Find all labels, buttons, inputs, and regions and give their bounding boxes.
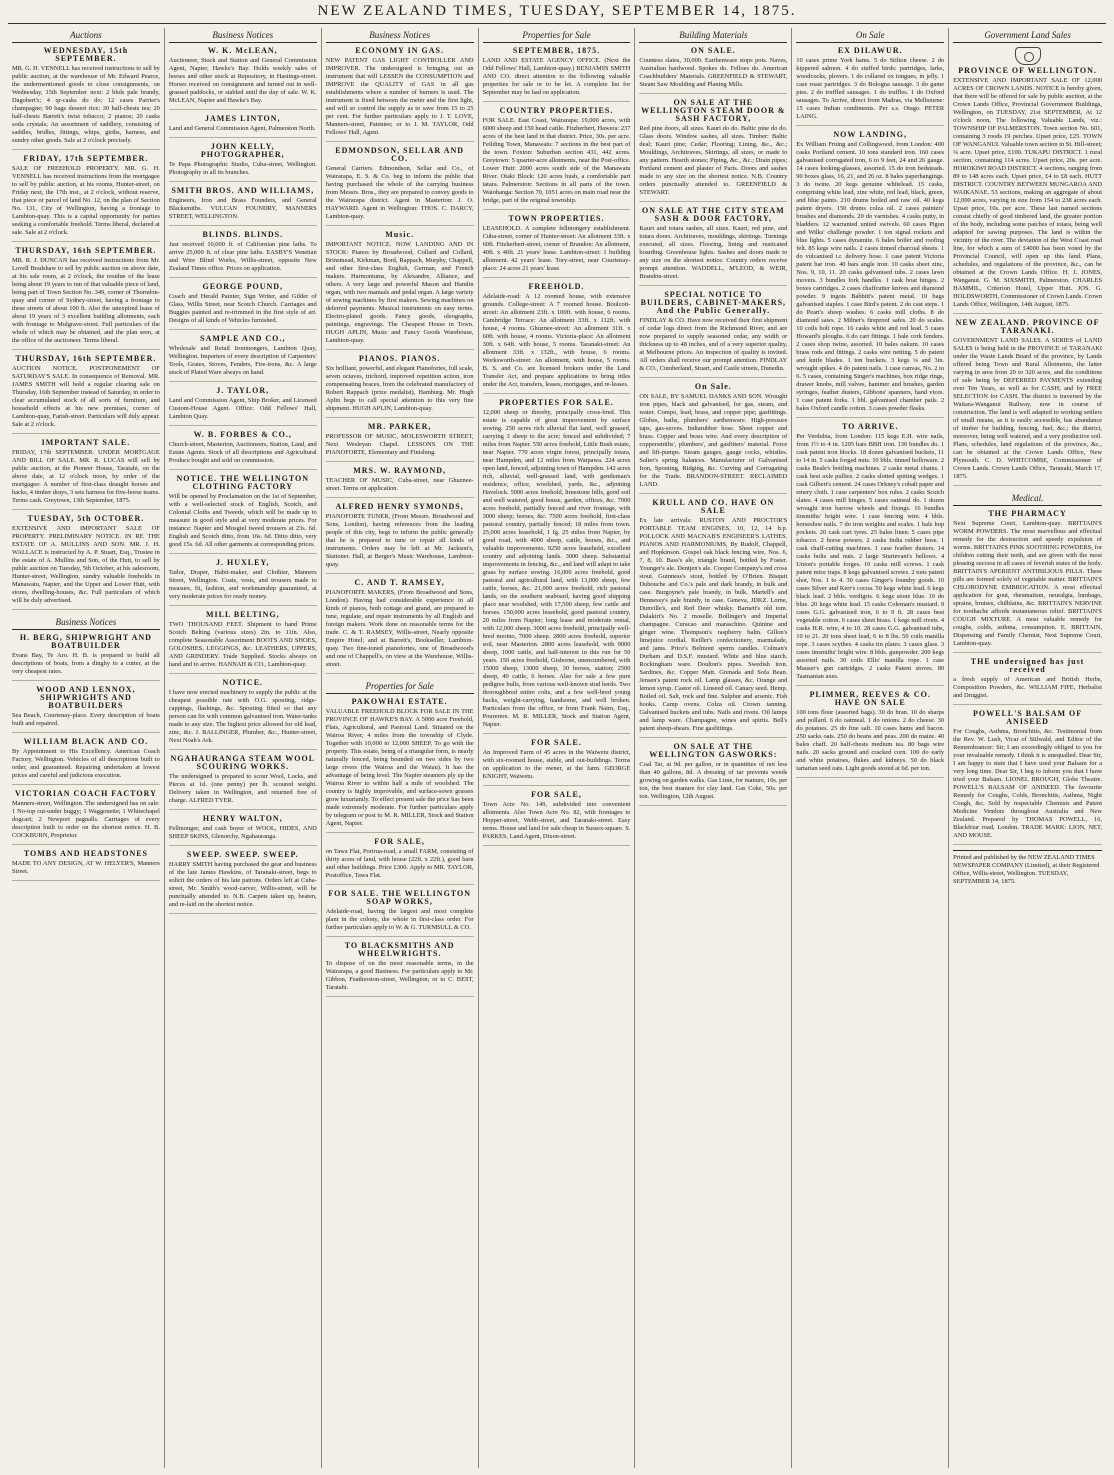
ad-heading: FOR SALE. THE WELLINGTON SOAP WORKS, <box>328 889 471 906</box>
advertisement <box>953 510 1102 653</box>
ad-heading: WILLIAM BLACK AND CO. <box>23 737 149 746</box>
ad-body: LEASEHOLD. A complete fellmongery establishment. Cuba-street, corner of Hunter-street: An allotment 33ft. x 60ft. Fitzherbert-street, corner of Brandon: An allotment, 40ft. x 40ft. 21 years' lease. Lambton-street: 1 building allotment. 42 years' lease. Tory-street, near Courtenay-place: 24 acres 21 years' lease. <box>482 225 631 272</box>
advertisement <box>169 283 317 330</box>
advertisement <box>796 47 944 126</box>
advertisement <box>483 215 631 278</box>
ad-body: TEACHER OF MUSIC, Cuba-street, near Ghuznee-street. Terms on application. <box>325 477 474 492</box>
advertisement <box>12 634 160 681</box>
ad-heading: ON SALE AT THE WELLINGTON GASWORKS: <box>649 742 778 759</box>
ad-heading: ON SALE AT THE CITY STEAM SASH & DOOR FACTORY, <box>641 206 785 223</box>
advertisement <box>12 515 160 610</box>
ad-heading: FOR SALE. <box>531 738 582 747</box>
advertisement <box>326 423 474 462</box>
advertisement <box>953 67 1102 314</box>
ad-body: Ex late arrivals: RUSTON AND PROCTOR'S PORTABLE TEAM ENGINES, 10, 12, 14 h.p. POLLOCK AND MACNAB'S ENGINEER'S LATHES. PIANOS AND HARMONIUMS, By Rudolf, Chappell, and Hopkinson. Gospel oak black fencing wire, Nos. 6, 7, 8, 10. Bass's ale, triangle brand, bottled by Foster. Younger's ale. Dentjen's ale. Cooper Company's red cross stout. Guinness's stout, bottled by O'Brien. Bisquit Dubouche and Co.'s pale and dark brandy, in bulk and case. Burgoyne's pale brandy, in bulk. Martell's and Hennessy's pale brandy, in case. Geneva, JDKZ. Lorne, Dunville's, and Red Deer whisky. Barnett's old tom. Dalakirt's No. 2 moselle. Bollinger's and Imperial champagne. Curacao and maraschino. Quinine and ginger wine. Thompson's raspberry balm. Gillon's limejuice cordial. Keiller's confectionery, marmalade, and jams. Price's Belmont sperm candles. Colman's Durham and D.S.F. mustard. White and blue starch. Rockingham ware. Doulton's pipes. Swedish iron. Sardines, &c. Copper Matt. Grenada and Sofa Bean. Jensen's patent rock oil. Lamp glasses, &c. Orange and lemon syrup. Castor oil. Linseed oil. Canary seed. Hemp. Boiled oil. Salt, rock and fine. Sulphur and arsenic. Fish hooks. Camp ovens. Colza oil. Crown tanning. Galvanised buckets and tubs. Nails and rivets. Oil lamps and lamp ware. Champagne, wines and spirits. Bell's patent sheep-shears. Fine gasfittings. <box>639 517 788 732</box>
ad-body: SALE OF FREEHOLD PROPERTY. MR. G. H. VENNELL has received instructions from the mortgagee to sell by public auction, at his rooms, Hunter-street, on Friday next, the 17th inst., at 2 o'clock, without reserve, that piece or parcel of land No. 12, on the plan of Section No. 131, City of Wellington, having a frontage to Lambton-quay. This is a capital opportunity for parties seeking a comfortable freehold. Terms liberal, declared at sale. Sale at 2 o'clock. <box>12 165 160 236</box>
ad-heading: C. AND T. RAMSEY, <box>354 578 445 587</box>
column-heading: Business Notices <box>326 28 474 43</box>
ad-heading: FRIDAY, 17th SEPTEMBER. <box>23 154 149 163</box>
ad-heading: H. BERG, SHIPWRIGHT AND BOATBUILDER <box>19 633 152 650</box>
ad-body: VALUABLE FREEHOLD BLOCK FOR SALE IN THE PROVINCE OF HAWKE'S BAY. A 5000 acre Freehold, Flats, Agricultural, and Pastoral Land. Situated on the Wairoa River, 4 miles from the township of Clyde. Together with 10,000 to 12,000 SHEEP, To go with the property. This estate, being of a triangular form, is nearly naturally fenced, being bounded on two sides by two large rivers (the Wairoa and the Waiau). It has the advantage of being level. The Napier steamers ply up the Wairoa River to within half a mile of woolshed. The country is highly improvable, and surface-sown grasses grow luxuriantly. To effect present sale the price has been made extremely moderate. For further particulars apply by telegram or post to M. R. MILLER, Stock and Station Agent, Napier. <box>325 708 474 827</box>
ad-heading: THURSDAY, 16th SEPTEMBER. <box>15 246 157 255</box>
ad-heading: EDMONDSON, SELLAR AND CO. <box>335 146 465 163</box>
printer-imprint: Printed and published by the NEW ZEALAND TIMES NEWSPAPER COMPANY (Limited), at their Registered Office, Willis-street, Wellington. TUESDAY, SEPTEMBER 14, 1875. <box>953 850 1102 886</box>
advertisement <box>169 387 317 426</box>
advertisement <box>169 851 317 914</box>
ad-body: Six brilliant, powerful, and elegant Pianofortes, full scale, seven octaves, trichord, improved repetition action, iron compensating braces, from the celebrated manufactory of Robert Rappach (prize medalist), Hamburg. Mr. Hugh Aplin begs to call special attention to this very fine shipment. HUGH APLIN, Lambton-quay. <box>325 365 474 412</box>
ad-body: 12,000 sheep or thereby, principally cross-bred. This estate is capable of great improvement by surface sowing. 250 acres rich alluvial flat land, well grassed, carrying 3 sheep to the acre; fenced and subdivided; 7 miles from Napier. 550 acres freehold, Little Bush estate, near Napier. 770 acres virgin forest, principally totara, near Hampden, and 12 miles from Waipawa. 224 acres open land, fenced, adjoining town of Hampden. 142 acres rich, alluvial, well-grassed land, with gentleman's residence, office, woolshed, yards, &c., adjoining Havelock. 5000 acres freehold, limestone hills, good soil and well watered, good house, garden, offices, &c. 7000 acres freehold, partially fenced and river frontage, with 3000 sheep; horses, &c. 7500 acres freehold, first-class pastoral country, partially fenced; 18 miles from town. 25,000 acres leasehold, 1 fg. 25 miles from Napier, by good road, with 4000 sheep, cattle, horses, &c., and valuable improvements. 9250 acres leasehold, excellent country and adjoining lands. 3000 sheep. Substantial improvements in fencing, &c., and land will adapt to take grass by surface sowing. 16,000 acres freehold, good pastoral and agricultural land, with 13,000 sheep, few cattle, horses, &c. 21,000 acres freehold, rich pastoral lands, on the southern seaboard, having good shipping place near woolshed, with 17,500 sheep, few cattle and horses. 150,000 acres leasehold, good pastoral country, 20 miles from Napier; long lease and moderate rental, with 12,000 sheep. 3000 acres freehold, principally well-bred merino, 7000 sheep. 2800 acres freehold, superior soil, near Masterton. 2800 acres leasehold, with 9000 sheep, 1000 cattle, and half-interest in this run for 50 years. 150 acres freehold, Gisborne, unencumbered, with 15000 sheep, 13000 sheep, 30 horses, station; 2500 sheep, 40 cattle, 6 horses. Also for sale a few pure pedigree bulls, from various well-known stud herds. Two thoroughbred entire colts, and a few well-bred young hacks, weight-carrying, handsome, and well broken. Particulars from the office, or from Frank Nairn, Esq., Pourerere. M. R. MILLER, Stock and Station Agent, Napier. <box>482 409 631 728</box>
section-subheading: Medical. <box>953 491 1102 506</box>
advertisement <box>12 850 160 881</box>
ad-heading: NOW LANDING, <box>833 130 908 139</box>
ad-body: Next Supreme Court, Lambton-quay. BRITTAIN'S WORM POWDERS. The most marvellous and effectual remedy for the destruction and speedy expulsion of worms. BRITTAIN'S PINK SOOTHING POWDERS, for children cutting their teeth, and are given with the most pleasing success in all cases of feverish states of the body. BRITTAIN'S APERIENT ANTIBILIOUS PILLS. These pills are formed solely of vegetable matter. BRITTAIN'S CHLORODYNE EMBROCATION. A most effectual application for gout, rheumatism, neuralgia, lumbago, sprains, bruises, chilblains, &c. BRITTAIN'S NERVINE for toothache affords instantaneous relief. BRITTAIN'S COUGH MIXTURE. A most valuable remedy for coughs, colds, asthma, consumption. E. BRITTAIN, Dispensing and Family Chemist, Next Supreme Court, Lambton-quay. <box>953 520 1102 647</box>
ad-heading: EX DILAWUR. <box>837 46 903 55</box>
ad-body: Fellmonger, and cash buyer of WOOL, HIDES, AND SHEEP SKINS, Glenorchy, Ngahauranga. <box>168 825 317 840</box>
advertisement <box>326 147 474 226</box>
ad-body: EXTENSIVE AND IMPORTANT SALE OF PROPERTY. PRELIMINARY NOTICE. IN RE THE ESTATE OF A. MULLINS AND SON. MR. J. H. WALLACE is instructed by A. P. Stuart, Esq., Trustee in the estate of A. Mullins and Son, of the Hutt, to sell by public auction on Tuesday, 5th October, at his salesroom, Hunter-street, Wellington, sundry valuable freeholds in Manawatu, Napier, and the Upper and Lower Hutt, with stores, dwelling-houses, &c. Full particulars of which will be duly advertised. <box>12 525 160 604</box>
masthead <box>0 0 1114 24</box>
newspaper-title: NEW ZEALAND TIMES, TUESDAY, SEPTEMBER 14, 1875. <box>317 3 797 19</box>
ad-body: Te Papa Photographic Studio, Cuba-street, Wellington. Photography in all its branches. <box>168 161 317 176</box>
ad-body: HARRY SMITH having purchased the gear and business of the late James Hawkins, of Taranaki-street, begs to solicit the orders of his late patrons. Orders left at Cuba-street, Mr. Smith's wood-carver, Willis-street, will be punctually attended to. N.B. Carpets taken up, beaten, and re-laid on the shortest notice. <box>168 861 317 908</box>
ad-body: Coach and Herald Painter, Sign Writer, and Gilder of Glass, Willis Street, near Scotch Church. Carriages and Buggies painted and re-trimmed in the first style of art. Designs of all kinds of Vehicles furnished. <box>168 293 317 324</box>
advertisement <box>169 115 317 138</box>
province-crest-icon <box>1015 47 1041 65</box>
ad-body: EXTENSIVE AND IMPORTANT SALE OF 12,000 ACRES OF CROWN LANDS. NOTICE is hereby given, that there will be offered for sale by public auction, at the Crown Lands Office, Provincial Government Buildings, Wellington, on TUESDAY, 21st SEPTEMBER, At 12 o'clock noon, The following Valuable Lands, viz.: TOWNSHIP OF PALMERSTON. Town section No. 601, containing 3 roods 19 perches. Upset price, £25. TOWN OF WANGANUI. Valuable town section in St. Hill-street; ¼ acre. Upset price, £100. TUKAPU DISTRICT. 1 rural section, containing 114 acres. Upset price, 20s. per acre. HOROKIWI ROAD DISTRICT. 4 sections, ranging from 89 to 148 acres each. Upset price, £4 to £8 each. HUTT DISTRICT. COUNTRY BETWEEN MUNGAROA AND WAIKANAE. 53 sections, making an aggregate of about 12,000 acres, varying in size from 154 to 238 acres each. Upset price, 10s. per acre. These last named sections consist chiefly of good timbered land, the greater portion of the body, including some patches of totara, being well adapted for sawing purposes. The land is within the vicinity of the river. The deviation of the West Coast road line, for which a sum of £4000 has been voted by the Provincial Council, will open up this land. Plans, schedules, and regulations of the province, &c., can be obtained at the Crown Lands Office. H. J. JONES, Wanganui. G. M. SIXSMITH, Palmerston. CHARLES HAMMIL, Criterion Hotel, Upper Hutt. JOS. G. HOLDSWORTH, Commissioner of Crown Lands. Crown Lands Office, Wellington, 14th August, 1875. <box>953 77 1102 308</box>
column-heading: Auctions <box>12 28 160 43</box>
advertisement <box>639 499 787 738</box>
ad-body: Adelaide-road: A 12 roomed house, with extensive grounds. College-street: A 7 roomed house. Boulcott-street: An allotment 23ft. x 100ft. with house, 6 rooms. Cambridge Terrace: An allotment 33ft. x 112ft. with house, 4 rooms. Ghuznee-street: An allotment 31ft. x 60ft. with house, 4 rooms. Victoria-place: An allotment 30ft. x 64ft. with house, 5 rooms. Taranaki-street: An allotment 33ft. x 132ft., with house, 6 rooms. Worksworth-street: An allotment, with house, 5 rooms. B. S. and Co. are licensed brokers under the Land Transfer Act, and prepare applications to bring titles under the Act, transfers, leases, mortgages, and re-leases. <box>482 293 631 388</box>
ad-heading: NGAHAURANGA STEAM WOOL SCOURING WORKS. <box>170 754 316 771</box>
advertisement <box>483 791 631 846</box>
column-heading: Business Notices <box>169 28 317 43</box>
ad-body: 100 tons flour (assorted bags). 30 do bran. 10 do sharps and pollard. 6 do oatmeal. 1 do onions. 2 do cheese. 30 do potatoes. 25 do fine salt. 10 cases hams and bacon. 250 sacks oats. 250 do beans and peas. 200 do maize. 40 bales chaff. 20 half-chests medium tea. 80 bags wire nails. 20 sacks ground and cracked corn. 100 do early and white potatoes, flukes and kidneys. 50 do black tartarian seed oats. Light goods stored at 6d. per ton. <box>796 709 945 772</box>
ad-heading: NOTICE. THE WELLINGTON CLOTHING FACTORY <box>176 474 310 491</box>
ad-heading: TO BLACKSMITHS AND WHEELWRIGHTS. <box>344 941 455 958</box>
ad-body: General Carriers. Edmondson, Sellar and Co., of Wairarapa, E. S. & Co. beg to inform the public that having purchased the whole of the carrying business from Messrs. Bros., they are prepared to convey goods to the Wairarapa district. Agent in Masterton: J. O. HAYWARD. Agent in Wellington: THOS. C. DARCY, Lambton-quay. <box>325 165 474 220</box>
advertisement <box>12 790 160 845</box>
ad-body: The undersigned is prepared to scour Wool, Locks, and Pieces at 1d. (one penny) per lb. scoured weight. Delivery taken in Wellington, and returned free of charge. ALFRED TYER. <box>168 773 317 804</box>
advertisement <box>326 503 474 574</box>
ad-heading: Music. <box>385 230 415 239</box>
column-5 <box>635 28 792 1468</box>
ad-body: I have now erected machinery to supply the public at the cheapest possible rate with O.G. spouting, ridge-cappings, flashings, &c. Spouting fitted so that any person can fix with common galvanised iron. Water-tanks made to any size. The highest price allowed for old lead, zinc, &c. J. BALLINGER, Plumber, &c., Hunter-street, Next Noah's Ark. <box>168 689 317 744</box>
ad-heading: ON SALE. <box>690 46 736 55</box>
advertisement <box>12 247 160 350</box>
advertisement <box>639 743 787 806</box>
ad-body: To dispose of on the most reasonable terms, in the Wairarapa, a good Business. For particulars apply to Mr. Gibbon, Featherston-street, Wellington; or to C. BEST, Taratahi. <box>325 960 474 991</box>
ad-heading: JAMES LINTON, <box>205 114 281 123</box>
ad-heading: SEPTEMBER, 1875. <box>512 46 601 55</box>
ad-body: ON SALE, BY SAMUEL DANKS AND SON. Wrought iron pipes, black and galvanised, for gas, steam, and water. Compo, lead, brass, and copper pipe; gasfittings. Globes, baths, plumbers' earthenware. High-pressure taps, gas-stoves. Indiarubber hose. Sheet copper and brass. Copper and brass wire. And every description of coppersmiths', plumbers', and gasfitters' material. Force and lift-pumps. Steam gauges, gauge cocks, whistles. Salter's spring balances. Manufacturer of Galvanised Iron, Spouting, Ridging, &c. Curving and Corrugating for the Trade. BRANDON-STREET. RECLAIMED LAND. <box>639 393 788 488</box>
ad-heading: THE undersigned has just received <box>970 657 1085 674</box>
ad-heading: TUESDAY, 5th OCTOBER. <box>27 514 145 523</box>
advertisement <box>326 47 474 142</box>
advertisement <box>796 691 944 778</box>
advertisement <box>639 383 787 494</box>
ad-heading: MR. PARKER, <box>367 422 432 431</box>
ad-heading: NEW ZEALAND. PROVINCE OF TARANAKI. <box>955 318 1100 335</box>
column-heading: Properties for Sale <box>483 28 631 43</box>
ad-heading: BLINDS. BLINDS. <box>202 230 284 239</box>
ad-body: Manners-street, Wellington. The undersigned has on sale: 1 No-top cut-under buggy; 1 Waggonette; 1 Whitechapel dogcart; 2 Newport pagnalls. Carriages of every description built to order on the shortest notice. H. B. COCKBURN, Proprietor. <box>12 800 160 839</box>
ad-body: Red pine doors, all sizes. Kauri do do. Baltic pine do do. Glass doors. Window sashes, all sizes. Timber: Baltic deal; Kauri pine; Cedar; Flooring; Lining, &c., &c.; Mouldings, Architraves, Skirtings, all sizes, or made to any pattern. Hearth stones; Piping, &c., &c.; Drain pipes; Portland cement and plaster of Paris. Doors and sashes made to any size on the shortest notice. N.B. Country orders punctually attended to. GREENFIELD & STEWART. <box>639 125 788 196</box>
advertisement <box>169 187 317 226</box>
advertisement <box>326 355 474 418</box>
ad-heading: NOTICE. <box>222 678 264 687</box>
advertisement <box>169 231 317 278</box>
ad-body: An Improved Farm of 45 acres in the Waiwetu district, with six-roomed house, stable, and out-buildings. Terms on application to the owner, at the farm. GEORGE KNIGHT, Waiwetu. <box>482 749 631 780</box>
advertisement <box>483 47 631 102</box>
column-heading: Government Land Sales <box>953 28 1102 43</box>
advertisement <box>12 686 160 733</box>
ad-body: Land and General Commission Agent, Palmerston North. <box>168 125 316 132</box>
ad-body: GOVERNMENT LAND SALES. A SERIES of LAND SALES is being held in the PROVINCE of TARANAKI under the Waste Lands Board of the province, by Lands offered being Town and Rural Allotments, the latter varying in area from 20 to 320 acres, and the conditions of sale being by DEFERRED PAYMENTS extending over Ten Years, as well as for CASH; and by FREE SELECTION for CASH. The district is traversed by the Waitara-Wanganui Railway, now in course of construction. The land is well adapted to working settlers of small means, as it is easily accessible, has abundance of timber for building, fencing, fuel, &c.; the district, moreover, being well watered, and a very productive soil. Plans, schedules, land regulations of the province, &c., can be obtained at the Crown Lands Office, New Plymouth. C. D. WHITCOMBE, Commissioner of Crown Lands. Crown Lands Office, Taranaki, March 17, 1875. <box>953 337 1102 480</box>
ad-heading: FOR SALE, <box>374 837 426 846</box>
ad-heading: SWEEP. SWEEP. SWEEP. <box>186 850 299 859</box>
ad-body: Countess slates, 30,000. Earthenware stops pots. Naves, Australian hardwood. Spokes do. Felloes do. American Coachbuilders' Materials. GREENFIELD & STEWART, Steam Saw Moulding and Planing Mills. <box>639 57 788 88</box>
advertisement <box>483 739 631 786</box>
ad-body: Per Verdubia, from London: 115 kegs E.H. wire nails, from 1½ to 4 in. 1205 bars BBH iron. 130 bundles do. 1 cask patent iron blocks. 18 dozen galvanised buckets, 11 to 14 in. 5 casks forged nuts. 10 bbls. tinned holloware. 2 casks Beale's bottling machines. 2 casks metal chains. 1 cask best axle pullies. 2 casks slotted spitting wedges. 1 cask Gilbert's cement. 24 cases Orkney's cobalt paper and emery cloth. 1 case carpenters' box rules. 2 casks Scotch slates. 4 cases mill hinges. 5 cases oatmeal do. 1 dozen wrought iron barrow wheels and fixings. 16 bundles tinsmiths' bright wire. 1 case fencing wire. 4 bbls. horseshoe nails. 7 do iron weights and scales. 1 bale hop pockets. 20 cask cart tyres. 25 bales linen. 5 cases pipe tobacco. 2 horse powers. 2 casks India rubber hose. 1 cask chaff-cutting machines. 1 case feather dusters. 14 casks bolts and nuts. 2 large Sturtevant's bellows. 4 Union's portable forges. 10 casks mill screws. 1 cask patent mice traps. 8 kegs galvanised screws. 2 tons patent shot, Nos. 1 to 4. 30 cases Ginger's foundry goods. 10 cases Silver and Kerr's cocoa. 50 kegs white lead. 6 kegs black lead. 2 bbls. verdigris. 6 kegs stone blue. 10 do blue. 20 kegs white lead. 15 casks Coleman's mustard. 9 cases G.G. galvanised iron, 6 to 9 ft. 28 cases best vegetable cotton. 6 cases sheet brass. 1 kegs mill rivets. 4 casks H.R. wire, 4 to 10. 28 cases G.G. galvanised tubs, 10 to 21. 20 tons sheet lead, 6 to 8 lbs. 50 coils manilla rope. 3 cases scythes. 4 casks tin plates. 3 cases glass. 3 cases tinsmiths' bright wire. 8 bbls. gunpowder. 200 kegs assorted nails. 30 coils Ellis' manilla rope. 1 case Mauser's gun cartridges. 2 casks Patent stoves. 80 Tasmanian axes. <box>796 433 945 680</box>
ad-body: 10 cases prime York hams. 5 do Stilton cheese. 2 do kippered salmon. 4 do stuffed birds: partridges, larks, woodcocks, plovers. 1 do collared ox tongues, in jelly. 1 case roast partridges. 3 do Bologna sausage. 3 do game pies. 2 do truffled sausages. 1 do truffles. 1 do Oxford sausages. To Arrive, direct from Madras, via Melbourne: 15 cases Indian condiments. Per s.s. Otago. PETER LAING. <box>796 57 945 120</box>
ad-body: TWO THOUSAND FEET. Shipment to hand Prime Scotch Belting (various sizes) 2in. to 11in. Also, complete Seasonable Assortment BOOTS AND SHOES, GOLOSHES, LEGGINGS, &c. LEATHERS, UPPERS, AND GRINDERY. Trade Supplied. Stocks always on hand and to arrive. HANNAH & CO., Lambton-quay. <box>168 621 317 668</box>
ad-heading: THE PHARMACY <box>988 509 1067 518</box>
ad-body: Wholesale and Retail Ironmongers, Lambton Quay, Wellington. Importers of every description of Carpenters' Tools, Grates, Stoves, Fenders, Fire-irons, &c. A large stock of Plated Ware always on hand. <box>168 345 317 376</box>
ad-heading: ECONOMY IN GAS. <box>355 46 444 55</box>
ad-heading: KRULL AND CO. HAVE ON SALE <box>652 498 775 515</box>
column-7 <box>949 28 1106 1468</box>
ad-body: Will be opened by Proclamation on the 1st of September, with a well-selected stock of English, Scotch, and Colonial Cloths and Tweeds, which will be made up to measure in good style and at very moderate prices. For instance: Napier and Mosgiel tweed trousers at 23s. 6d. English and Scotch ditto, from 16s. 6d. Ditto ditto, very good 15s. 6d. All other garments at corresponding prices. <box>168 493 317 548</box>
ad-body: FOR SALE. East Coast, Wairarapa: 19,000 acres, with 6000 sheep and 150 head cattle. Fitzherbert, Hawera: 237 acres of the best land in that district. Price, 30s. per acre. Feilding Town, Manawatu: 7 sections in the best part of the town. Foxton: Suburban section 431, 442 acres. Greytown: 5 quarter-acre allotments, near the Post-office. Lower Hutt: 2000 acres south side of the Manawatu River. Otaki Block: 120 acres bush, a comfortable part tatara. Palmerston: Sections in all parts of the town. Waiohanga: Section 70, 1051 acres on main road near the bridge, part of the original township. <box>482 117 631 204</box>
ad-heading: SPECIAL NOTICE TO BUILDERS, CABINET-MAKERS, And the Public Generally. <box>640 290 787 315</box>
ad-body: MR. G. H. VENNELL has received instructions to sell by public auction, at the warehouse of Mr. Edward Pearce, the undermentioned goods to close consignments, on Wednesday, 15th September next: 2 bhds pale brandy, Dagobert's; 4 qr-casks do do; 12 cases Parrier's champagne; 90 bags dessert rice; 30 half-chests tea; 20 half-chests Barrett's twist tobacco; 2 pianos; 20 casks soda crystals; An assortment of saddlery, consisting of saddles, bridles, fittings, whips, girths, harness, and sundry other goods. Sale at 2 o'clock precisely. <box>12 65 160 144</box>
advertisement <box>169 143 317 182</box>
ad-heading: FREEHOLD. <box>528 282 585 291</box>
masthead-rule <box>8 23 1106 24</box>
advertisement <box>639 99 787 202</box>
newspaper-columns <box>8 28 1106 1468</box>
column-4 <box>479 28 636 1468</box>
column-heading: On Sale <box>796 28 944 43</box>
advertisement <box>326 890 474 937</box>
advertisement <box>639 47 787 94</box>
ad-heading: WEDNESDAY, 15th SEPTEMBER. <box>43 46 129 63</box>
ad-body: Kauri and totara sashes, all sizes. Kauri, red pine, and totara doors. Architraves, mouldings, skirtings. Turnings executed, all sizes. Flooring, lining and rusticated boarding. Greenhouse lights. Sashes and doors made to any size on the shortest notice. Country orders receive prompt attention. WADDELL, M'LEOD, & WEIR, Brandon-street. <box>639 225 788 280</box>
ad-body: Adelaide-road, having the largest and most complete plant in the colony, the whole in first-class order. For further particulars apply to W. & G. TURNBULL & CO. <box>325 908 474 931</box>
ad-heading: ON SALE AT THE WELLINGTON STEAM DOOR & SASH FACTORY, <box>641 98 786 123</box>
advertisement <box>169 755 317 810</box>
ad-heading: PROVINCE OF WELLINGTON. <box>958 66 1097 75</box>
advertisement <box>483 399 631 734</box>
ad-heading: MILL BELTING, <box>205 610 280 619</box>
advertisement <box>326 942 474 997</box>
ad-heading: TOMBS AND HEADSTONES <box>23 849 149 858</box>
advertisement <box>953 658 1102 705</box>
ad-body: MADE TO ANY DESIGN, AT W. HELYER'S, Manners Street. <box>12 860 160 875</box>
advertisement <box>169 335 317 382</box>
ad-body: Just received 10,000 ft. of Californian pine laths. To arrive 25,000 ft. of clear pine laths. EASBY'S Venetian and Wire Blind Works, Willis-street, opposite New Zealand Times office. Prices on application. <box>168 241 317 272</box>
ad-body: Auctioneer, Stock and Station and General Commission Agent, Napier, Hawke's Bay. Holds weekly sales of horses and other stock at Repository, in Hastings-street. Horses received on consignment and turned out in well-grassed paddocks, or stabled until the day of sale. W. K. McLEAN, Napier and Hawke's Bay. <box>168 57 317 104</box>
ad-body: IMPORTANT NOTICE. NOW LANDING AND IN STOCK: Pianos by Broadwood, Collard and Collard, Brinsmead, Kirkman, Bord, Rappach, Murphy, Chappell, and other first-class English, German, and French makers. Harmoniums, by Alexandre, Alliance, and others. A very large and powerful Mason and Hamlin organ, with two manuals and pedal organ. A large variety of sewing machines by first makers. Sewing machines on deferred payments. Musical instruments on easy terms. Electro-plated goods. Fancy goods, oleographs, paintings, engravings. The Cheapest House in Town. HUGH APLIN, Music and Fancy Goods Warehouse, Lambton-quay. <box>325 241 474 344</box>
advertisement <box>169 431 317 470</box>
ad-body: By Appointment to His Excellency. American Coach Factory, Wellington. Vehicles of all descriptions built to order, and guaranteed. Repairing undertaken at lowest prices and careful and judicious execution. <box>12 748 160 779</box>
advertisement <box>12 439 160 510</box>
ad-heading: HENRY WALTON, <box>202 814 283 823</box>
ad-heading: TOWN PROPERTIES. <box>508 214 605 223</box>
column-heading: Building Materials <box>639 28 787 43</box>
advertisement <box>326 579 474 674</box>
advertisement <box>169 559 317 606</box>
column-6 <box>792 28 949 1468</box>
ad-body: FINDLAY & CO. Have now received their first shipment of cedar logs direct from the Richmond River, and are now prepared to supply seasoned cedar, any width or thickness up to 48 inches, and of a very superior quality, at Melbourne prices. An inspection of quality is invited. All orders shall receive our prompt attention. FINDLAY & CO., Cumberland, Stuart, and Castle streets, Dunedin. <box>639 317 788 372</box>
ad-heading: MRS. W. RAYMOND, <box>353 466 447 475</box>
ad-body: MR. R. J. DUNCAN has received instructions from Mr. Lovell Bradshaw to sell by public auction on above date, at his sale room, at 2 o'clock, the residue of the lease being about 19 years to run of that valuable piece of land, being part of Town Section No. 349, corner of Thorndon-quay and corner of Sydney-street, having a frontage to these streets of about 100 ft. Also the unexpired lease of about 19 years of 3 excellent building allotments, each with frontage to Mulgrave-street. Full particulars of the whole of which may be obtained, and the plan seen, at the office of the auctioneer. Terms liberal. <box>12 257 160 344</box>
column-3 <box>322 28 479 1468</box>
ad-body: Land and Commission Agent, Ship Broker, and Licensed Custom-House Agent. Office: Odd Fellows' Hall, Lambton Quay. <box>168 397 317 420</box>
ad-heading: TO ARRIVE. <box>841 422 899 431</box>
ad-heading: J. TAYLOR, <box>216 386 270 395</box>
advertisement <box>169 611 317 674</box>
ad-heading: GEORGE POUND, <box>202 282 284 291</box>
column-2 <box>165 28 322 1468</box>
advertisement <box>483 283 631 394</box>
ad-heading: VICTORIAN COACH FACTORY <box>15 789 157 798</box>
ad-body: Coal Tar, at 9d. per gallon, or in quantities of not less than 40 gallons, 8d. A dressing of tar prevents weeds growing on garden walks. Gas Lime, for manure, 10s. per ton, the best manure for clay land. Gas Coke, 50s. per ton. Wellington, 12th August. <box>639 761 788 800</box>
ad-heading: PIANOS. PIANOS. <box>358 354 441 363</box>
ad-heading: ALFRED HENRY SYMONDS, <box>335 502 464 511</box>
ad-heading: W. K. McLEAN, <box>207 46 278 55</box>
section-subheading: Properties for Sale <box>326 679 474 694</box>
ad-body: Evans Bay, Te Aro. H. B. is prepared to build all descriptions of boats, from a dinghy to a cutter, at the very cheapest rates. <box>12 652 160 675</box>
ad-heading: PAKOWHAI ESTATE. <box>351 697 448 706</box>
ad-heading: THURSDAY, 16th SEPTEMBER. <box>15 354 157 363</box>
advertisement <box>639 207 787 286</box>
ad-heading: W. B. FORBES & CO., <box>193 430 292 439</box>
ad-heading: POWELL'S BALSAM OF ANISEED <box>973 709 1083 726</box>
ad-body: Town Acre No. 149, subdivided into convenient allotments. Also Town Acre No. 82, with frontages to Hopper-street, Webb-street, and Taranaki-street. Easy terms. House and land for sale cheap in Sussex-square. S. PARKES, Land Agent, Dixon-street. <box>482 801 631 840</box>
ad-heading: On Sale. <box>694 382 732 391</box>
advertisement <box>326 698 474 833</box>
ad-body: Church-street, Masterton, Auctioneers, Station, Land, and Estate Agents. Stock of all descriptions and Agricultural Produce bought and sold on commission. <box>168 441 317 464</box>
ad-body: Engineers, Iron and Brass Founders, and General Blacksmiths. VULCAN FOUNDRY, MANNERS STREET, WELLINGTON. <box>168 197 317 220</box>
advertisement <box>796 423 944 686</box>
advertisement <box>12 155 160 242</box>
advertisement <box>169 475 317 554</box>
ad-heading: PLIMMER, REEVES & CO. HAVE ON SALE <box>809 690 931 707</box>
advertisement <box>796 131 944 418</box>
ad-heading: IMPORTANT SALE. <box>41 438 131 447</box>
ad-heading: WOOD AND LENNOX, SHIPWRIGHTS AND BOATBUILDERS <box>36 685 136 710</box>
ad-body: LAND AND ESTATE AGENCY OFFICE. (Next the Odd Fellows' Hall, Lambton-quay.) BENJAMIN SMITH AND CO. direct attention to the following valuable properties for sale or to be let. A complete list for September may be had on application. <box>482 57 631 96</box>
ad-heading: PROPERTIES FOR SALE. <box>499 398 614 407</box>
ad-heading: COUNTRY PROPERTIES. <box>499 106 614 115</box>
ad-body: on Tawa Flat, Porirua-road, a small FARM, consisting of thirty acres of land, with house (22ft. x 22ft.), good barn and other buildings. Price £300. Apply to MR. TAYLOR, Postoffice, Tawa Flat. <box>325 848 474 879</box>
ad-body: AUCTION NOTICE. POSTPONEMENT OF SATURDAY'S SALE. In consequence of Removal. MR. JAMES SMITH will hold a regular clearing sale on Thursday, 16th September instead of Saturday, in order to clear accumulated stock of all sorts of furniture, and household effects at his new premises, corner of Lambton-quay, Farish-street. Particulars will duly appear. Sale at 2 o'clock. <box>12 365 160 428</box>
ad-body: a fresh supply of American and British Herbs, Composition Powders, &c. WILLIAM FIFE, Herbalist and Druggist. <box>953 676 1102 699</box>
ad-body: PROFESSOR OF MUSIC, MOLESWORTH STREET, Next Wesleyan Chapel. LESSONS ON THE PIANOFORTE, Elementary and Finishing. <box>325 433 474 456</box>
advertisement <box>169 815 317 846</box>
ad-heading: SAMPLE AND CO., <box>200 334 286 343</box>
ad-body: NEW PATENT GAS LIGHT CONTROLLER AND IMPROVER. The undersigned is bringing out an instrument that will LESSEN the CONSUMPTION and IMPROVE the QUALITY of GAS in all gas establishments where a number of burners is used. The instrument is fixed between the meter and the first light, and will so control the supply as to save from 15 to 25 per cent. For further particulars apply to J. T. LOVE, Manners-street, Patentee; or to J. M. TAYLOR, Odd Fellows' Hall, Agent. <box>325 57 474 136</box>
section-subheading: Business Notices <box>12 615 160 630</box>
ad-heading: J. HUXLEY, <box>216 558 270 567</box>
ad-heading: FOR SALE, <box>531 790 582 799</box>
ad-body: PIANOFORTE TUNER, (From Messrs. Broadwood and Sons, London), having references from the leading people of this city, begs to inform the public generally that he is prepared to tune or repair all kinds of instruments. Orders may be left at Mr. Jackson's, Stationer. Hall, at Berger's Music Warehouse, Lambton-quay. <box>325 513 474 568</box>
ad-heading: JOHN KELLY, PHOTOGRAPHER, <box>200 142 285 159</box>
ad-body: Sea Beach, Courtenay-place. Every description of boats built and repaired. <box>12 712 160 727</box>
advertisement <box>483 107 631 210</box>
advertisement <box>326 838 474 885</box>
advertisement <box>639 291 787 378</box>
advertisement <box>12 355 160 434</box>
advertisement <box>326 467 474 498</box>
ad-body: FRIDAY, 17th SEPTEMBER. UNDER MORTGAGE AND BILL OF SALE. MR. R. LUCAS will sell by public auction, at the Pioneer House, Taratahi, on the above date, at 12 o'clock noon, by order of the mortgagee: A number of first-class draught horses and hacks, 4 timber drays, 3 sets harness for five-horse teams. Terms cash. Greytown, 13th September, 1875. <box>12 449 160 504</box>
ad-body: For Coughs, Asthma, Bronchitis, &c. Testimonial from the Rev. W. Lush, Vicar of Stilwald, and Editor of the Remembrancer: Sir, I am exceedingly obliged to you for your invaluable remedy. I think it is unequalled. Dear Sir, I am happy to state that I have used your Balsam for a very long time. Dear Sir, I beg to inform you that I have tried your Balsam. LIONEL BROUGH, Globe Theatre. POWELL'S BALSAM OF ANISEED. The favourite Remedy for Coughs, Colds, Bronchitis, Asthma, Night Cough, &c. Sold by respectable Chemists and Patent Medicine Vendors throughout Australia and New Zealand. Prepared by THOMAS POWELL, 16, Blackfriar road, London. TRADE MARK: LION, NET, AND MOUSE. <box>953 728 1102 839</box>
column-1 <box>8 28 165 1468</box>
ad-body: Ex William Fruing and Collingwood, from London: 400 casks Portland cement. 10 tons standard iron. 160 cases galvanised corrugated iron, 6 to 9 feet, 24 and 26 gauge. 14 cases looking-glasses, assorted. 15 do iron bedsteads. 90 boxes glass, 16, 21, and 26 oz. 8 bales paperhangings. 3 do twine. 20 kegs genuine whitelead. 15 casks, comprising white lead, zinc white, red lead, black, green, and blue paints. 210 drums boiled and raw oil. 40 kegs patent dryers. 150 drums colza oil. 2 cases painters' brushes and diamonds. 20 do varnishes. 4 casks putty, in bladders. 12 warranted united swivels. 60 cases Pigon and Wilks' challenge powder. 1 ton signal rockets and blue lights. 5 cases dynamite. 6 bales boiler and roofing felt. 85 kegs wire nails. 2 cases tinned charcoal sheets. 1 do vulcanised i.r. delivery hose. 1 case patent Victoria patent bar iron. 40 bars angle iron. 10 casks sheet zinc, Nos. 9, 10, 11. 20 casks galvanised tubs. 2 cases lawn movers. 3 bundles fork handles. 1 cask boat hinges. 2 boxes cartridges. 2 cases chaffcutter knives and diamond powder. 9 ingots Babbitt's patent metal. 10 bags galvanised staples. 1 case Bird's patent. 2 do cast steps. 1 do Peart's sheep washes. 6 casks mill cloths. 8 do diamond saws. 2 Milner's fireproof safes. 20 do scales. 10 coils bolt rope. 16 casks white and red lead. 5 cases Howard's ploughs. 6 do cart fittings. 1 bale cork fenders. 2 cases shop twine, assorted. 10 bales oakum. 10 cases brass rods and fittings. 2 casks wire netting. 5 do patent and knife blades. 1 ton buckets. 3 kegs ¼ and 3in. wrought spikes. 4 do patent nails. 1 case canvas, No. 2 to 6. 5 cases, containing Singer's machines, box ridge rings, drawer knobs, mill valves, hammer and brushes, garden syringes, feather dusters, Gibbons' spanners, hand vices. 1 case patent forks. 1 bbl. galvanised chamber pails. 2 bales Oxford candle cotton. 3 cases powder flasks. <box>796 141 945 412</box>
advertisement <box>953 319 1102 486</box>
advertisement <box>12 738 160 785</box>
ad-body: Tailor, Draper, Habit-maker, and Clothier, Manners Street, Wellington. Coats, vests, and trousers made to measure, fit, fashion, and workmanship guaranteed, at very moderate prices for ready money. <box>168 569 317 600</box>
advertisement <box>12 47 160 150</box>
advertisement <box>953 710 1102 845</box>
ad-heading: SMITH BROS. AND WILLIAMS, <box>171 186 315 195</box>
advertisement <box>169 47 317 110</box>
advertisement <box>326 231 474 350</box>
ad-body: PIANOFORTE MAKERS, (From Broadwood and Sons, London). Having had considerable experience in all kinds of pianos, both cottage and grand, are prepared to tune, regulate, and repair instruments by all English and foreign makers. Work done on reasonable terms for the trade. C. & T. RAMSEY, Willis-street, Nearly opposite Empire Hotel; and at Barrett's, Bookseller, Lambton-quay. Two fine-toned pianofortes, one of Broadwood's and one of Chappell's, on view at the Warehouse, Willis-street. <box>325 589 474 668</box>
advertisement <box>169 679 317 750</box>
